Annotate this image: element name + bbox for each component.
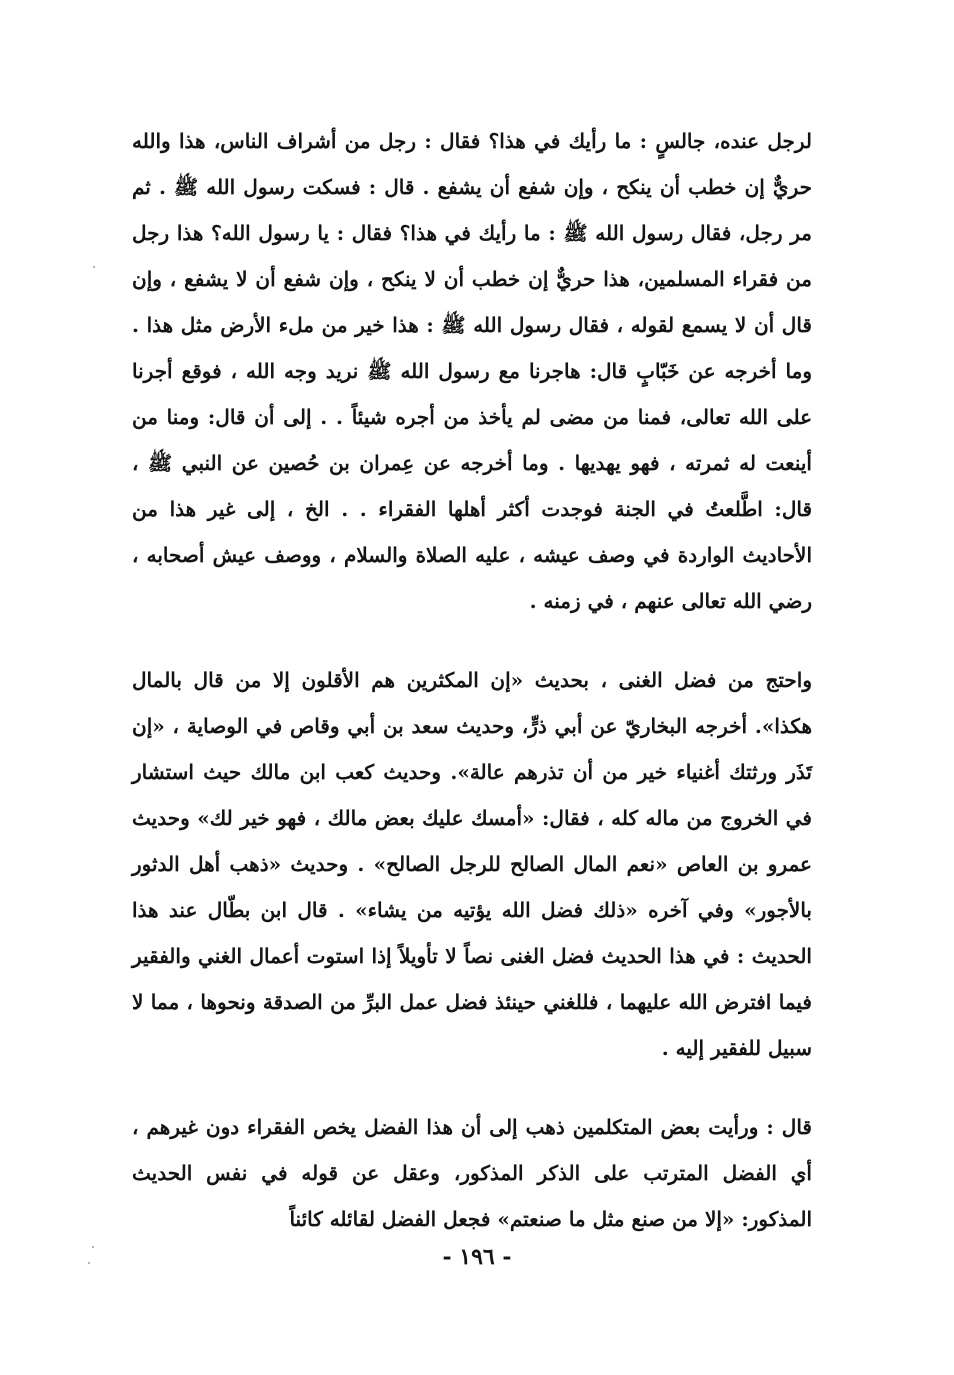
scan-speck (92, 1246, 94, 1248)
page-number: - ١٩٦ - (442, 1244, 512, 1270)
text-block-2 (132, 657, 812, 1071)
text-block-3 (132, 1104, 812, 1242)
paragraph-3: قال : ورأيت بعض المتكلمين ذهب إلى أن هذا الفضل يخص الفقراء دون غيرهم ، أي الفضل المترتب على الذكر المذكور، وعقل عن قوله في نفس الحديث المذكور: «إلا من صنع مثل ما صنعتم» فجعل الفضل لقائله كائناً (132, 1115, 812, 1231)
scan-speck (88, 1262, 90, 1264)
text-block-1 (132, 118, 812, 624)
paragraph-2: واحتج من فضل الغنى ، بحديث «إن المكثرين هم الأقلون إلا من قال بالمال هكذا». أخرجه البخاريّ عن أبي ذرٍّ، وحديث سعد بن أبي وقاص في الوصاية ، «إن تَذَر ورثتك أغنياء خير من أن تذرهم عالة». وحديث كعب ابن مالك حيث استشار في الخروج من ماله كله ، فقال: «أمسك عليك بعض مالك ، فهو خير لك» وحديث عمرو بن العاص «نعم المال الصالح للرجل الصالح» . وحديث «ذهب أهل الدثور بالأجور» وفي آخره «ذلك فضل الله يؤتيه من يشاء» . قال ابن بطّال عند هذا الحديث : في هذا الحديث فضل الغنى نصاً لا تأويلاً إذا استوت أعمال الغني والفقير فيما افترض الله عليهما ، فللغني حينئذ فضل عمل البرِّ من الصدقة ونحوها ، مما لا سبيل للفقير إليه . (132, 668, 812, 1060)
scan-speck (93, 266, 95, 268)
paragraph-1: لرجل عنده، جالسٍ : ما رأيك في هذا؟ فقال : رجل من أشراف الناس، هذا والله حريٌّ إن خطب أن ينكح ، وإن شفع أن يشفع . قال : فسكت رسول الله ﷺ . ثم مر رجل، فقال رسول الله ﷺ : ما رأيك في هذا؟ فقال : يا رسول الله؟ هذا رجل من فقراء المسلمين، هذا حريٌّ إن خطب أن لا ينكح ، وإن شفع أن لا يشفع ، وإن قال أن لا يسمع لقوله ، فقال رسول الله ﷺ : هذا خير من ملء الأرض مثل هذا . وما أخرجه عن خَبّابٍ قال: هاجرنا مع رسول الله ﷺ نريد وجه الله ، فوقع أجرنا على الله تعالى، فمنا من مضى لم يأخذ من أجره شيئاً . . إلى أن قال: ومنا من أينعت له ثمرته ، فهو يهديها . وما أخرجه عن عِمران بن حُصين عن النبي ﷺ ، قال: اطَّلعتُ في الجنة فوجدت أكثر أهلها الفقراء . . الخ ، إلى غير هذا من الأحاديث الواردة في وصف عيشه ، عليه الصلاة والسلام ، ووصف عيش أصحابه ، رضي الله تعالى عنهم ، في زمنه . (132, 129, 812, 613)
